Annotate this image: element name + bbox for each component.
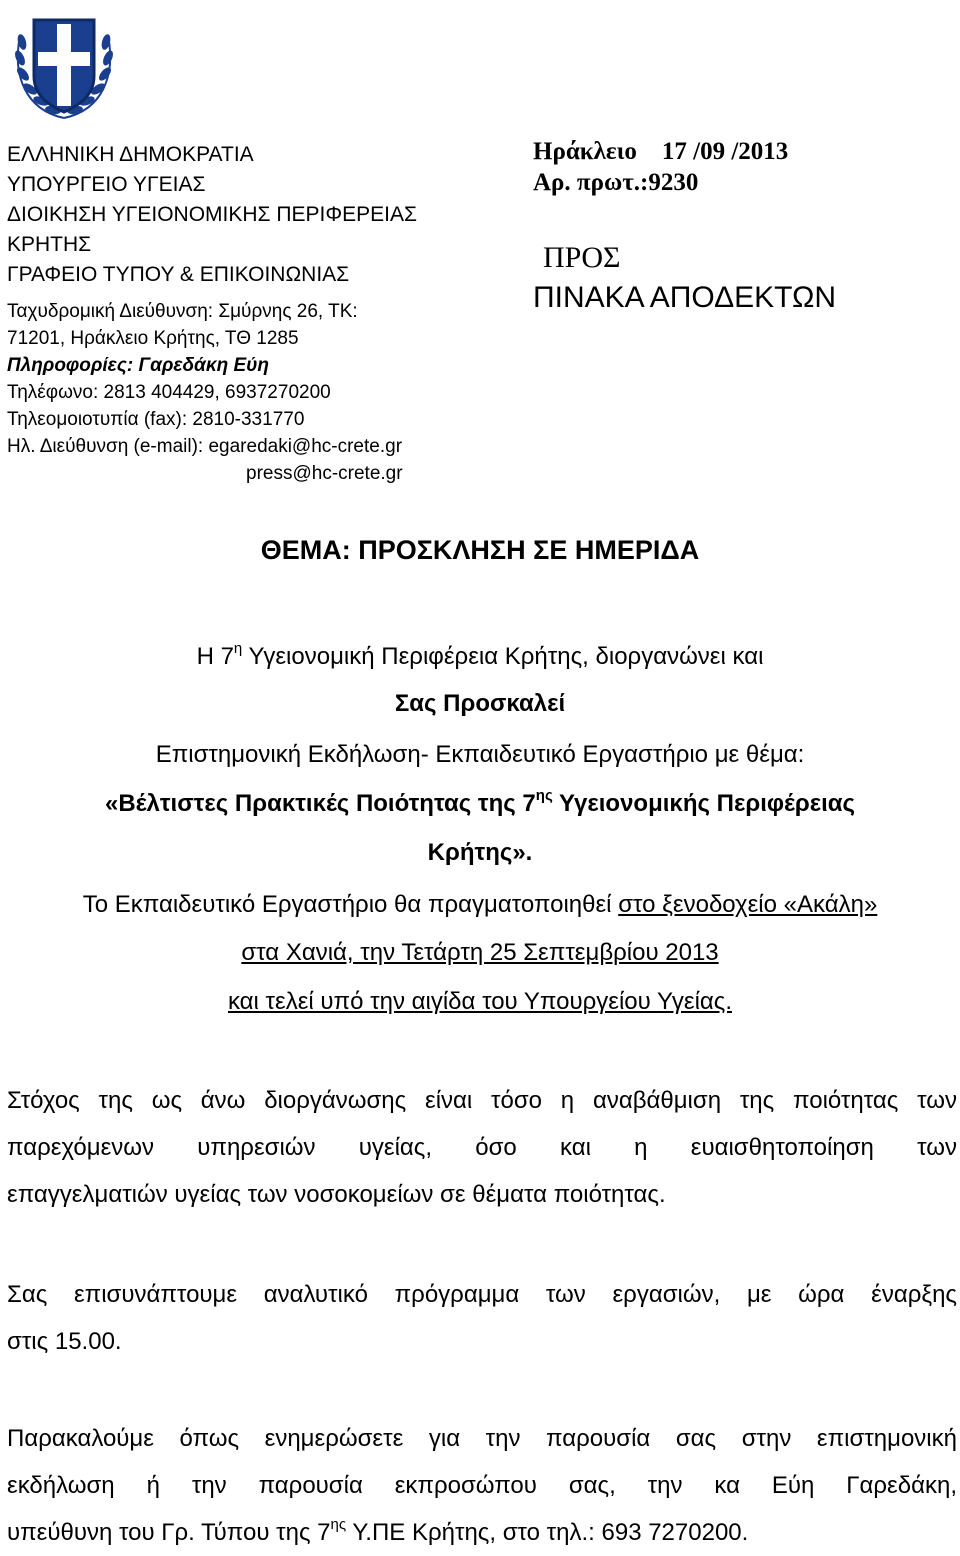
- email-line-2: press@hc-crete.gr: [246, 463, 403, 484]
- program-paragraph: Σας επισυνάπτουμε αναλυτικό πρόγραμμα των εργασιών, με ώρα έναρξης στις 15.00.: [7, 1281, 957, 1355]
- goal-paragraph: Στόχος της ως άνω διοργάνωσης είναι τόσο η αναβάθμιση της ποιότητας των παρεχόμενων υπηρεσιών υγείας, όσο και η ευαισθητοποίηση των επαγγελματιών υγείας των νοσοκομείων σε θέματα ποιότητας.: [7, 1087, 957, 1208]
- address-line: Ταχυδρομική Διεύθυνση: Σμύρνης 26, ΤΚ:: [7, 301, 358, 322]
- event-line: Επιστημονική Εκδήλωση- Εκπαιδευτικό Εργαστήριο με θέμα:: [155, 741, 805, 768]
- to-label: ΠΡΟΣ: [543, 241, 621, 274]
- org-line: ΔΙΟΙΚΗΣΗ ΥΓΕΙΟΝΟΜΙΚΗΣ ΠΕΡΙΦΕΡΕΙΑΣ: [7, 203, 417, 226]
- org-line: ΚΡΗΤΗΣ: [7, 233, 92, 256]
- org-line: ΓΡΑΦΕΙΟ ΤΥΠΟΥ & ΕΠΙΚΟΙΝΩΝΙΑΣ: [7, 263, 350, 286]
- venue-date: στα Χανιά, την Τετάρτη 25 Σεπτεμβρίου 2013: [241, 939, 719, 966]
- auspices-line: και τελεί υπό την αιγίδα του Υπουργείου Υγείας.: [227, 988, 733, 1015]
- request-paragraph: Παρακαλούμε όπως ενημερώσετε για την παρουσία σας στην επιστημονική εκδήλωση ή την παρουσία εκπροσώπου σας, την κα Εύη Γαρεδάκη, υπεύθυνη του Γρ. Τύπου της $7^{\eta\varsigma}$ Υ.ΠΕ Κρήτης, στο τηλ.: 693 7270200.: [7, 1425, 957, 1546]
- fax-line: Τηλεομοιοτυπία (fax): 2810-331770: [7, 409, 305, 430]
- sender-block: [7, 140, 517, 487]
- invites-line: Σας Προσκαλεί: [394, 690, 566, 717]
- address-line: 71201, Ηράκλειο Κρήτης, ΤΘ 1285: [7, 328, 299, 349]
- org-line: ΥΠΟΥΡΓΕΙΟ ΥΓΕΙΑΣ: [7, 173, 206, 196]
- venue-line: Το Εκπαιδευτικό Εργαστήριο θα πραγματοποιηθεί στο ξενοδοχείο «Ακάλη»: [82, 891, 878, 918]
- intro-line: Η $7^\eta$ Υγειονομική Περιφέρεια Κρήτης, διοργανώνει και: [196, 640, 764, 670]
- email-line: Ηλ. Διεύθυνση (e-mail): egaredaki@hc-crete.gr: [7, 436, 403, 457]
- greek-state-emblem-icon: [6, 6, 122, 126]
- event-title-end: Κρήτης».: [427, 839, 533, 866]
- org-line: ΕΛΛΗΝΙΚΗ ΔΗΜΟΚΡΑΤΙΑ: [7, 143, 254, 166]
- recipient-block: [533, 136, 953, 318]
- subject-line: ΘΕΜΑ: ΠΡΟΣΚΛΗΣΗ ΣΕ ΗΜΕΡΙΔΑ: [260, 535, 700, 565]
- contact-person: Πληροφορίες: Γαρεδάκη Εύη: [7, 355, 269, 376]
- phone-line: Τηλέφωνο: 2813 404429, 6937270200: [7, 382, 331, 403]
- event-title: «Βέλτιστες Πρακτικές Ποιότητας της $7^{\eta\varsigma}$ Υγειονομικής Περιφέρειας: [104, 787, 855, 817]
- protocol-number: Αρ. πρωτ.:9230: [533, 169, 699, 196]
- place-date: Ηράκλειο 17 /09 /2013: [533, 138, 789, 165]
- to-value: ΠΙΝΑΚΑ ΑΠΟΔΕΚΤΩΝ: [533, 281, 837, 314]
